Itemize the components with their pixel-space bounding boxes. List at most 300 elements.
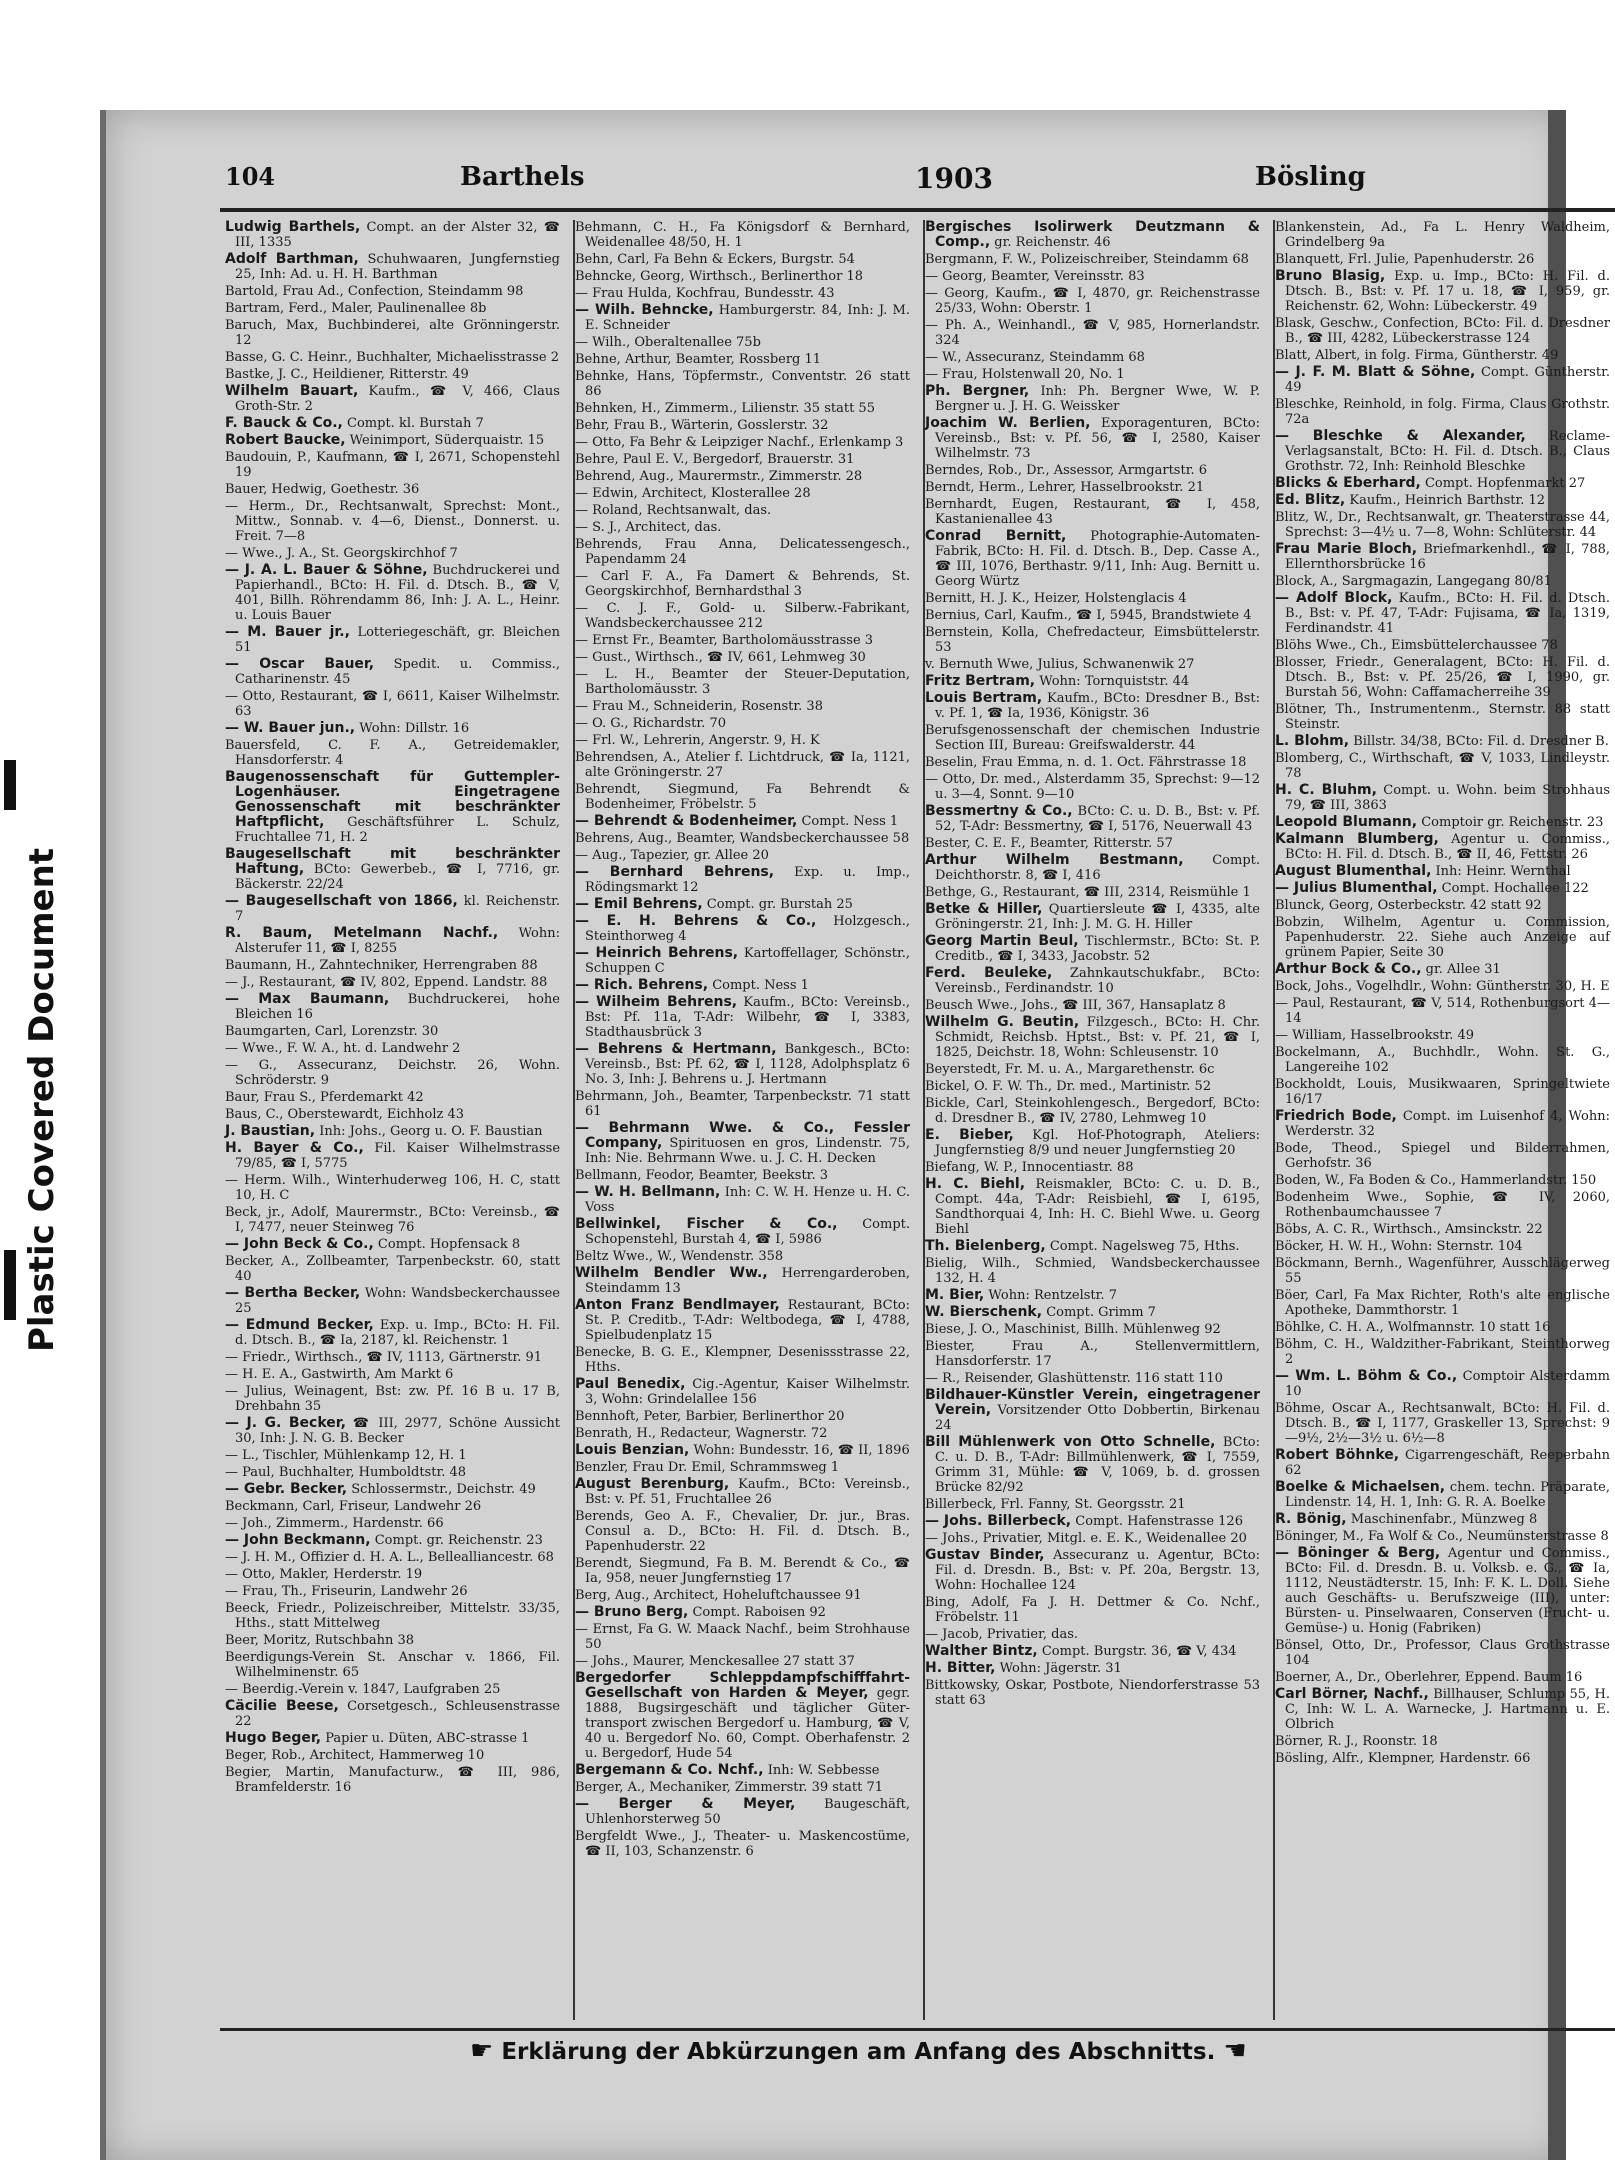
entry-details: Behrends, Frau Anna, Delicatessengesch., Papendamm 24	[575, 537, 910, 567]
directory-entry	[575, 750, 910, 780]
directory-entry	[925, 1644, 1260, 1659]
directory-entry	[925, 657, 1260, 672]
entry-details: — Beerdig.-Verein v. 1847, Laufgraben 25	[225, 1682, 501, 1697]
entry-details: Bickel, O. F. W. Th., Dr. med., Martinistr. 52	[925, 1079, 1212, 1094]
directory-entry	[925, 269, 1260, 284]
entry-details: Behrendt, Siegmund, Fa Behrendt & Bodenheimer, Fröbelstr. 5	[575, 782, 910, 812]
entry-details: Baudouin, P., Kaufmann, ☎ I, 2671, Schopenstehl 19	[225, 450, 560, 480]
entry-name: H. C. Bluhm,	[1275, 782, 1377, 798]
entry-name: Adolf Barthman,	[225, 251, 359, 267]
directory-entry	[1275, 1239, 1610, 1254]
entry-name: Gustav Binder,	[925, 1547, 1045, 1563]
directory-entry	[575, 520, 910, 535]
directory-entry	[225, 1041, 560, 1056]
entry-details: — Paul, Restaurant, ☎ V, 514, Rothenburgsort 4—14	[1275, 996, 1610, 1026]
directory-entry	[1275, 1028, 1610, 1043]
directory-entry	[925, 384, 1260, 414]
entry-name: — J. G. Becker,	[225, 1415, 346, 1431]
directory-entry	[1275, 962, 1610, 977]
entry-details: Berg, Aug., Architect, Hoheluftchaussee 91	[575, 1588, 862, 1603]
entry-details: Tischlermstr., BCto: St. P. Creditb., ☎ I, 3433, Jacobstr. 52	[935, 934, 1260, 964]
directory-entry	[575, 1168, 910, 1183]
directory-entry	[1275, 1222, 1610, 1237]
entry-details: Filzgesch., BCto: H. Chr. Schmidt, Reichsb. Hptst., Bst: v. Pf. 21, ☎ I, 1825, Deichstr. 18, Wohn: Schleusenstr. 10	[935, 1015, 1260, 1060]
directory-entry	[575, 1780, 910, 1795]
footer-rule	[220, 2028, 1615, 2031]
entry-details: Cigarrengeschäft, Reeperbahn 62	[1285, 1448, 1610, 1478]
directory-entry	[225, 770, 560, 845]
entry-details: — Aug., Tapezier, gr. Allee 20	[575, 848, 769, 863]
directory-entry	[925, 1305, 1260, 1320]
footer-note	[470, 2036, 1247, 2066]
entry-details: Compt. Hopfenmarkt 27	[1424, 476, 1586, 491]
entry-details: Böhme, Oscar A., Rechtsanwalt, BCto: H. Fil. d. Dtsch. B., ☎ I, 1177, Graskeller 13, Sprechst: 9—9½, 2½—3½ u. 6½—8	[1275, 1401, 1610, 1446]
entry-name: — Rich. Behrens,	[575, 977, 709, 993]
entry-details: — Herm. Wilh., Winterhuderweg 106, H. C, statt 10, H. C	[225, 1173, 560, 1203]
entry-details: Kaufm., BCto: Vereinsb., Bst: Pf. 11a, T-Adr: Wilbehr, ☎ I, 3383, Stadthausbrück 3	[585, 995, 910, 1040]
entry-details: gr. Allee 31	[1425, 962, 1501, 977]
entry-details: — J., Restaurant, ☎ IV, 802, Eppend. Landstr. 88	[225, 975, 548, 990]
entry-details: Hamburgerstr. 84, Inh: J. M. E. Schneider	[585, 303, 910, 333]
entry-name: Wilhelm G. Beutin,	[925, 1014, 1080, 1030]
entry-details: Inh: Johs., Georg u. O. F. Baustian	[319, 1124, 543, 1139]
entry-details: Baus, C., Oberstewardt, Eichholz 43	[225, 1107, 465, 1122]
entry-details: Wohn: Alsterufer 11, ☎ I, 8255	[235, 926, 560, 956]
entry-name: Cäcilie Beese,	[225, 1698, 339, 1714]
entry-details: Baumann, H., Zahntechniker, Herrengraben 88	[225, 958, 538, 973]
directory-entry	[575, 946, 910, 976]
entry-details: Bellmann, Feodor, Beamter, Beekstr. 3	[575, 1168, 829, 1183]
directory-entry	[925, 1288, 1260, 1303]
directory-entry	[225, 992, 560, 1022]
entry-details: Behr, Frau B., Wärterin, Gosslerstr. 32	[575, 418, 829, 433]
entry-name: — Böninger & Berg,	[1275, 1545, 1441, 1561]
directory-entry	[225, 1584, 560, 1599]
entry-details: Berendt, Siegmund, Fa B. M. Berendt & Co., ☎ Ia, 958, neuer Jungfernstieg 17	[575, 1556, 910, 1586]
directory-entry	[575, 1185, 910, 1215]
directory-entry	[925, 480, 1260, 495]
entry-name: H. C. Biehl,	[925, 1176, 1026, 1192]
entry-details: Bodenheim Wwe., Sophie, ☎ IV, 2060, Rothenbaumchaussee 7	[1275, 1190, 1610, 1220]
entry-details: BCto: C. u. D. B., T-Adr: Billmühlenwerk, ☎ I, 7559, Grimm 31, Mühle: ☎ V, 1069, b. d. grossen Brücke 82/92	[935, 1435, 1260, 1495]
directory-entry	[925, 1177, 1260, 1237]
header-right-word: Bösling	[1255, 162, 1366, 192]
entry-details: Berends, Geo A. F., Chevalier, Dr. jur., Bras. Consul a. D., BCto: H. Fil. d. Dtsch. B., Papenhuderstr. 22	[575, 1509, 910, 1554]
entry-details: Billhauser, Schlump 55, H. C, Inh: W. L. A. Warnecke, J. Hartmann u. E. Olbrich	[1285, 1687, 1610, 1732]
entry-name: — Johs. Billerbeck,	[925, 1513, 1072, 1529]
directory-entry	[575, 995, 910, 1040]
directory-entry	[225, 284, 560, 299]
directory-entry	[925, 902, 1260, 932]
directory-entry	[1275, 1045, 1610, 1075]
entry-details: — Herm., Dr., Rechtsanwalt, Sprechst: Mont., Mittw., Sonnab. v. 4—6, Dienst., Donnerst. u. Freit. 7—8	[225, 499, 560, 544]
directory-entry	[575, 369, 910, 399]
entry-details: Behmann, C. H., Fa Königsdorf & Bernhard, Weidenallee 48/50, H. 1	[575, 220, 910, 250]
entry-details: — Frau M., Schneiderin, Rosenstr. 38	[575, 699, 823, 714]
directory-entry	[925, 1322, 1260, 1337]
entry-details: Beltz Wwe., W., Wendenstr. 358	[575, 1249, 784, 1264]
directory-entry	[225, 301, 560, 316]
directory-entry	[1275, 574, 1610, 589]
directory-entry	[1275, 429, 1610, 474]
entry-name: Bill Mühlenwerk von Otto Schnelle,	[925, 1434, 1216, 1450]
entry-details: — Ernst, Fa G. W. Maack Nachf., beim Strohhause 50	[575, 1622, 910, 1652]
entry-details: — Otto, Restaurant, ☎ I, 6611, Kaiser Wilhelmstr. 63	[225, 689, 560, 719]
directory-entry	[575, 667, 910, 697]
entry-details: — Julius, Weinagent, Bst: zw. Pf. 16 B u. 17 B, Drehbahn 35	[225, 1384, 560, 1414]
entry-details: Compt. gr. Burstah 25	[706, 897, 853, 912]
entry-name: Carl Börner, Nachf.,	[1275, 1686, 1429, 1702]
entry-details: Berufsgenossenschaft der chemischen Industrie Section III, Bureau: Greifswalderstr. 44	[925, 723, 1260, 753]
directory-entry	[225, 1650, 560, 1680]
entry-details: Boerner, A., Dr., Oberlehrer, Eppend. Baum 16	[1275, 1670, 1583, 1685]
directory-entry	[575, 1089, 910, 1119]
directory-entry	[575, 1622, 910, 1652]
entry-details: — J. H. M., Offizier d. H. A. L., Bellealliancestr. 68	[225, 1550, 554, 1565]
directory-entry	[1275, 783, 1610, 813]
directory-entry	[575, 269, 910, 284]
directory-entry	[925, 1371, 1260, 1386]
entry-details: — Otto, Dr. med., Alsterdamm 35, Sprechst: 9—12 u. 3—4, Sonnt. 9—10	[925, 772, 1260, 802]
entry-details: — Joh., Zimmerm., Hardenstr. 66	[225, 1516, 444, 1531]
directory-entry	[575, 1377, 910, 1407]
entry-details: Bartram, Ferd., Maler, Paulinenallee 8b	[225, 301, 487, 316]
entry-details: — Otto, Makler, Herderstr. 19	[225, 1567, 423, 1582]
entry-details: Becker, A., Zollbeamter, Tarpenbeckstr. 60, statt 40	[225, 1254, 560, 1284]
entry-name: Arthur Bock & Co.,	[1275, 961, 1422, 977]
entry-details: ☎ III, 2977, Schöne Aussicht 30, Inh: J. N. G. B. Becker	[235, 1416, 560, 1446]
directory-column-3	[925, 220, 1260, 2020]
entry-details: — C. J. F., Gold- u. Silberw.-Fabrikant, Wandsbeckerchaussee 212	[575, 601, 910, 631]
directory-entry	[925, 966, 1260, 996]
entry-details: Herrengarderoben, Steindamm 13	[585, 1266, 910, 1296]
directory-entry	[225, 350, 560, 365]
directory-entry	[925, 804, 1260, 834]
directory-entry	[225, 1058, 560, 1088]
entry-details: — G., Assecuranz, Deichstr. 26, Wohn. Schröderstr. 9	[225, 1058, 560, 1088]
entry-details: Wohn: Dillstr. 16	[359, 721, 470, 736]
entry-details: Beck, jr., Adolf, Maurermstr., BCto: Vereinsb., ☎ I, 7477, neuer Steinweg 76	[225, 1205, 560, 1235]
directory-entry	[225, 1482, 560, 1497]
entry-details: — Ernst Fr., Beamter, Bartholomäusstrasse 3	[575, 633, 874, 648]
directory-entry	[575, 1477, 910, 1507]
entry-details: — Johs., Maurer, Menckesallee 27 statt 37	[575, 1654, 855, 1669]
pointing-hand-icon: ☛	[470, 2036, 494, 2066]
directory-entry	[225, 1350, 560, 1365]
entry-details: Kaufm., Heinrich Barthstr. 12	[1349, 493, 1546, 508]
entry-name: Joachim W. Berlien,	[925, 415, 1091, 431]
entry-details: Berndt, Herm., Lehrer, Hasselbrookstr. 21	[925, 480, 1205, 495]
entry-details: Böbs, A. C. R., Wirthsch., Amsinckstr. 22	[1275, 1222, 1543, 1237]
entry-details: Spirituosen en gros, Lindenstr. 75, Inh: Nie. Behrmann Wwe. u. J. C. H. Decken	[585, 1136, 910, 1166]
entry-details: Benzler, Frau Dr. Emil, Schrammsweg 1	[575, 1460, 840, 1475]
directory-entry	[575, 352, 910, 367]
entry-details: Wohn: Tornquiststr. 44	[1039, 674, 1190, 689]
directory-entry	[575, 252, 910, 267]
directory-entry	[925, 529, 1260, 589]
entry-details: Blunck, Georg, Osterbeckstr. 42 statt 92	[1275, 898, 1542, 913]
entry-details: Restaurant, BCto: St. P. Creditb., T-Adr: Weltbodega, ☎ I, 4788, Spielbudenplatz 15	[585, 1298, 911, 1343]
directory-entry	[225, 1173, 560, 1203]
entry-details: Compt. Ness 1	[801, 814, 899, 829]
entry-details: Basse, G. C. Heinr., Buchhalter, Michaelisstrasse 2	[225, 350, 559, 365]
directory-entry	[225, 220, 560, 250]
entry-name: L. Blohm,	[1275, 733, 1350, 749]
entry-details: Biester, Frau A., Stellenvermittlern, Hansdorferstr. 17	[925, 1339, 1260, 1369]
entry-details: Benecke, B. G. E., Klempner, Desenissstrasse 22, Hths.	[575, 1345, 910, 1375]
entry-name: — Emil Behrens,	[575, 896, 703, 912]
entry-details: Kartoffellager, Schönstr., Schuppen C	[585, 946, 910, 976]
entry-name: Paul Benedix,	[575, 1376, 686, 1392]
directory-entry	[1275, 510, 1610, 540]
directory-entry	[1275, 1751, 1610, 1766]
entry-details: Blitz, W., Dr., Rechtsanwalt, gr. Theaterstrasse 44, Sprechst: 3—4½ u. 7—8, Wohn: Schlüterstr. 44	[1275, 510, 1610, 540]
directory-entry	[925, 723, 1260, 753]
entry-details: Holzgesch., Steinthorweg 4	[585, 914, 910, 944]
directory-entry	[925, 1239, 1260, 1254]
directory-entry	[925, 1661, 1260, 1676]
directory-entry	[925, 1015, 1260, 1060]
directory-entry	[225, 1533, 560, 1548]
entry-name: Walther Bintz,	[925, 1643, 1038, 1659]
entry-details: v. Bernuth Wwe, Julius, Schwanenwik 27	[925, 657, 1195, 672]
entry-name: — M. Bauer jr.,	[225, 624, 350, 640]
entry-name: — J. A. L. Bauer & Söhne,	[225, 562, 428, 578]
entry-name: Blicks & Eberhard,	[1275, 475, 1421, 491]
directory-entry	[575, 1605, 910, 1620]
directory-entry	[925, 220, 1260, 250]
directory-entry	[925, 367, 1260, 382]
directory-entry	[225, 482, 560, 497]
directory-entry	[225, 1107, 560, 1122]
entry-name: E. Bieber,	[925, 1127, 1014, 1143]
directory-entry	[225, 625, 560, 655]
directory-entry	[925, 1531, 1260, 1546]
entry-name: Bergedorfer Schleppdampfschifffahrt-Gesellschaft von Harden & Meyer,	[575, 1670, 910, 1701]
entry-details: Beselin, Frau Emma, n. d. 1. Oct. Fährstrasse 18	[925, 755, 1247, 770]
directory-entry	[925, 497, 1260, 527]
page-header	[225, 162, 1615, 202]
directory-entry	[225, 1416, 560, 1446]
directory-entry	[225, 1550, 560, 1565]
directory-entry	[1275, 252, 1610, 267]
directory-entry	[575, 1121, 910, 1166]
entry-details: Inh: W. Sebbesse	[767, 1763, 880, 1778]
entry-details: — Wilh., Oberaltenallee 75b	[575, 335, 761, 350]
entry-details: Behnke, Hans, Töpfermstr., Conventstr. 26 statt 86	[575, 369, 910, 399]
entry-details: — Ph. A., Weinhandl., ☎ V, 985, Hornerlandstr. 324	[925, 318, 1260, 348]
entry-details: Comptoir Alsterdamm 10	[1285, 1369, 1610, 1399]
entry-details: Biefang, W. P., Innocentiastr. 88	[925, 1160, 1134, 1175]
directory-entry	[925, 463, 1260, 478]
directory-entry	[1275, 1077, 1610, 1107]
entry-name: — Max Baumann,	[225, 991, 390, 1007]
entry-name: Bildhauer-Künstler Verein, eingetragener Verein,	[925, 1387, 1260, 1418]
entry-details: Exp. u. Imp., BCto: H. Fil. d. Dtsch. B., Bst: v. Pf. 17 u. 18, ☎ I, 959, gr. Reichenstr. 62, Wohn: Lübeckerstr. 49	[1285, 269, 1611, 314]
directory-entry	[1275, 815, 1610, 830]
entry-details: Baugeschäft, Uhlenhorsterweg 50	[585, 1797, 910, 1827]
entry-details: Buchdruckerei, hohe Bleichen 16	[235, 992, 561, 1022]
entry-details: Agentur und Commiss., BCto: Fil. d. Dresdn. B. u. Volksb. e. G., ☎ Ia, 1112, Neustädterstr. 15, Inh: F. K. L. Doll. Siehe auch Geschäfts- u. Berufszweige (III), unter: Bürsten- u. Pinselwaaren, Conserven (Frucht- u. Gemüse-) u. Honig (Fabriken)	[1285, 1546, 1610, 1636]
entry-details: Assecuranz u. Agentur, BCto: Fil. d. Dresdn. B., Bst: v. Pf. 20a, Bergstr. 13, Wohn: Hochallee 124	[935, 1548, 1260, 1593]
directory-entry	[925, 591, 1260, 606]
entry-details: Vorsitzender Otto Dobbertin, Birkenau 24	[935, 1403, 1260, 1433]
directory-entry	[575, 335, 910, 350]
directory-entry	[225, 958, 560, 973]
entry-details: Kgl. Hof-Photograph, Ateliers: Jungfernstieg 8/9 und neuer Jungfernstieg 20	[935, 1128, 1260, 1158]
entry-details: — Paul, Buchhalter, Humboldtstr. 48	[225, 1465, 467, 1480]
directory-entry	[575, 469, 910, 484]
entry-details: Compt. u. Wohn. beim Strohhaus 79, ☎ III, 3863	[1285, 783, 1611, 813]
entry-details: — Wwe., J. A., St. Georgskirchhof 7	[225, 546, 458, 561]
directory-entry	[575, 1042, 910, 1087]
directory-entry	[225, 1765, 560, 1795]
entry-details: Billstr. 34/38, BCto: Fil. d. Dresdner B.	[1353, 734, 1609, 749]
entry-details: Behrend, Aug., Maurermstr., Zimmerstr. 28	[575, 469, 863, 484]
entry-name: Louis Benzian,	[575, 1442, 690, 1458]
directory-entry	[575, 1266, 910, 1296]
directory-entry	[575, 1829, 910, 1859]
directory-entry	[225, 367, 560, 382]
directory-entry	[575, 733, 910, 748]
entry-details: Beerdigungs-Verein St. Anschar v. 1866, Fil. Wilhelminenstr. 65	[225, 1650, 560, 1680]
header-rule	[220, 208, 1615, 212]
entry-details: Bethge, G., Restaurant, ☎ III, 2314, Reismühle 1	[925, 885, 1251, 900]
directory-entry	[225, 433, 560, 448]
header-left-word: Barthels	[460, 162, 585, 192]
entry-details: Inh: C. W. H. Henze u. H. C. Voss	[585, 1185, 911, 1215]
directory-entry	[575, 897, 910, 912]
entry-details: Agentur u. Commiss., BCto: H. Fil. d. Dtsch. B., ☎ II, 46, Fettstr. 26	[1285, 832, 1610, 862]
directory-column-1	[225, 220, 560, 2020]
entry-name: Bellwinkel, Fischer & Co.,	[575, 1216, 838, 1232]
directory-entry	[225, 657, 560, 687]
directory-entry	[925, 1079, 1260, 1094]
directory-entry	[575, 1588, 910, 1603]
directory-entry	[1275, 348, 1610, 363]
entry-details: Bleschke, Reinhold, in folg. Firma, Claus Grothstr. 72a	[1275, 397, 1610, 427]
entry-details: Böninger, M., Fa Wolf & Co., Neumünsterstrasse 8	[1275, 1529, 1609, 1544]
entry-details: Wohn: Jägerstr. 31	[999, 1661, 1122, 1676]
side-label-text: Plastic Covered Document	[22, 847, 62, 1353]
entry-details: Fil. Kaiser Wilhelmstrasse 79/85, ☎ I, 5775	[235, 1141, 561, 1171]
entry-details: — Wwe., F. W. A., ht. d. Landwehr 2	[225, 1041, 461, 1056]
directory-entry	[925, 1256, 1260, 1286]
directory-entry	[575, 633, 910, 648]
entry-name: F. Bauck & Co.,	[225, 415, 343, 431]
directory-entry	[1275, 898, 1610, 913]
entry-name: W. Bierschenk,	[925, 1304, 1043, 1320]
entry-details: Kaufm., BCto: Dresdner B., Bst: v. Pf. 1, ☎ Ia, 1936, Königstr. 36	[935, 691, 1260, 721]
directory-entry	[225, 1367, 560, 1382]
directory-entry	[575, 286, 910, 301]
directory-entry	[575, 1654, 910, 1669]
entry-details: Bock, Johs., Vogelhdlr., Wohn: Güntherstr. 30, H. E	[1275, 979, 1610, 994]
entry-name: — Wilh. Behncke,	[575, 302, 714, 318]
entry-details: Bauer, Hedwig, Goethestr. 36	[225, 482, 420, 497]
entry-name: Ferd. Beuleke,	[925, 965, 1053, 981]
directory-entry	[1275, 1670, 1610, 1685]
directory-entry	[1275, 1320, 1610, 1335]
directory-entry	[575, 452, 910, 467]
entry-details: Blomberg, C., Wirthschaft, ☎ V, 1033, Lindleystr. 78	[1275, 751, 1610, 781]
entry-name: — Julius Blumenthal,	[1275, 880, 1438, 896]
entry-name: — Bertha Becker,	[225, 1285, 361, 1301]
directory-entry	[1275, 915, 1610, 960]
directory-entry	[925, 934, 1260, 964]
directory-entry	[1275, 591, 1610, 636]
directory-entry	[925, 998, 1260, 1013]
entry-name: R. Baum, Metelmann Nachf.,	[225, 925, 499, 941]
directory-entry	[925, 286, 1260, 316]
entry-details: Bittkowsky, Oskar, Postbote, Niendorferstrasse 53 statt 63	[925, 1678, 1260, 1708]
directory-entry	[575, 1249, 910, 1264]
directory-entry	[225, 563, 560, 623]
entry-details: Wohn: Bundesstr. 16, ☎ II, 1896	[693, 1443, 910, 1458]
entry-details: Böckmann, Bernh., Wagenführer, Ausschlägerweg 55	[1275, 1256, 1610, 1286]
entry-name: — E. H. Behrens & Co.,	[575, 913, 817, 929]
directory-entry	[225, 1633, 560, 1648]
entry-details: Kaufm., BCto: H. Fil. d. Dtsch. B., Bst: v. Pf. 47, T-Adr: Fujisama, ☎ Ia, 1319, Ferdinandstr. 41	[1285, 591, 1610, 636]
entry-details: Bergfeldt Wwe., J., Theater- u. Maskencostüme, ☎ II, 103, Schanzenstr. 6	[575, 1829, 910, 1859]
directory-entry	[925, 625, 1260, 655]
entry-details: — Frau Hulda, Kochfrau, Bundesstr. 43	[575, 286, 835, 301]
directory-entry	[225, 499, 560, 544]
directory-entry	[575, 1298, 910, 1343]
entry-name: — Heinrich Behrens,	[575, 945, 739, 961]
directory-entry	[1275, 1141, 1610, 1171]
directory-entry	[1275, 1369, 1610, 1399]
entry-name: — W. H. Bellmann,	[575, 1184, 721, 1200]
entry-details: Behrendsen, A., Atelier f. Lichtdruck, ☎ Ia, 1121, alte Gröningerstr. 27	[575, 750, 910, 780]
directory-entry	[575, 1797, 910, 1827]
entry-details: Maschinenfabr., Münzweg 8	[1350, 1512, 1538, 1527]
entry-details: Exp. u. Imp., Rödingsmarkt 12	[585, 865, 910, 895]
directory-entry	[1275, 832, 1610, 862]
entry-details: Baur, Frau S., Pferdemarkt 42	[225, 1090, 424, 1105]
entry-details: Spedit. u. Commiss., Catharinenstr. 45	[235, 657, 560, 687]
entry-details: — Georg, Beamter, Vereinsstr. 83	[925, 269, 1145, 284]
entry-details: Behnken, H., Zimmerm., Lilienstr. 35 statt 55	[575, 401, 875, 416]
directory-entry	[575, 537, 910, 567]
entry-details: Blankenstein, Ad., Fa L. Henry Waldheim, Grindelberg 9a	[1275, 220, 1610, 250]
directory-entry	[575, 503, 910, 518]
entry-name: M. Bier,	[925, 1287, 985, 1303]
directory-entry	[575, 1460, 910, 1475]
directory-entry	[225, 1254, 560, 1284]
entry-name: — Wm. L. Böhm & Co.,	[1275, 1368, 1458, 1384]
entry-details: Briefmarkenhdl., ☎ I, 788, Ellernthorsbrücke 16	[1285, 542, 1611, 572]
entry-details: Exp. u. Imp., BCto: H. Fil. d. Dtsch. B., ☎ Ia, 2187, kl. Reichenstr. 1	[235, 1318, 560, 1348]
directory-entry	[925, 1096, 1260, 1126]
directory-entry	[1275, 702, 1610, 732]
entry-details: Böcker, H. W. H., Wohn: Sternstr. 104	[1275, 1239, 1523, 1254]
directory-entry	[225, 738, 560, 768]
side-label-strip	[0, 0, 110, 2177]
entry-details: Blanquett, Frl. Julie, Papenhuderstr. 26	[1275, 252, 1535, 267]
entry-name: Ph. Bergner,	[925, 383, 1030, 399]
entry-details: Compt. an der Alster 32, ☎ III, 1335	[235, 220, 560, 250]
entry-name: — Bernhard Behrens,	[575, 864, 775, 880]
entry-name: August Blumenthal,	[1275, 863, 1432, 879]
entry-details: — L., Tischler, Mühlenkamp 12, H. 1	[225, 1448, 467, 1463]
entry-name: Bruno Blasig,	[1275, 268, 1386, 284]
entry-details: Bastke, J. C., Heildiener, Ritterstr. 49	[225, 367, 469, 382]
directory-entry	[225, 926, 560, 956]
directory-entry	[575, 1345, 910, 1375]
entry-details: Zahnkautschukfabr., BCto: Vereinsb., Ferdinandstr. 10	[935, 966, 1260, 996]
directory-entry	[575, 418, 910, 433]
